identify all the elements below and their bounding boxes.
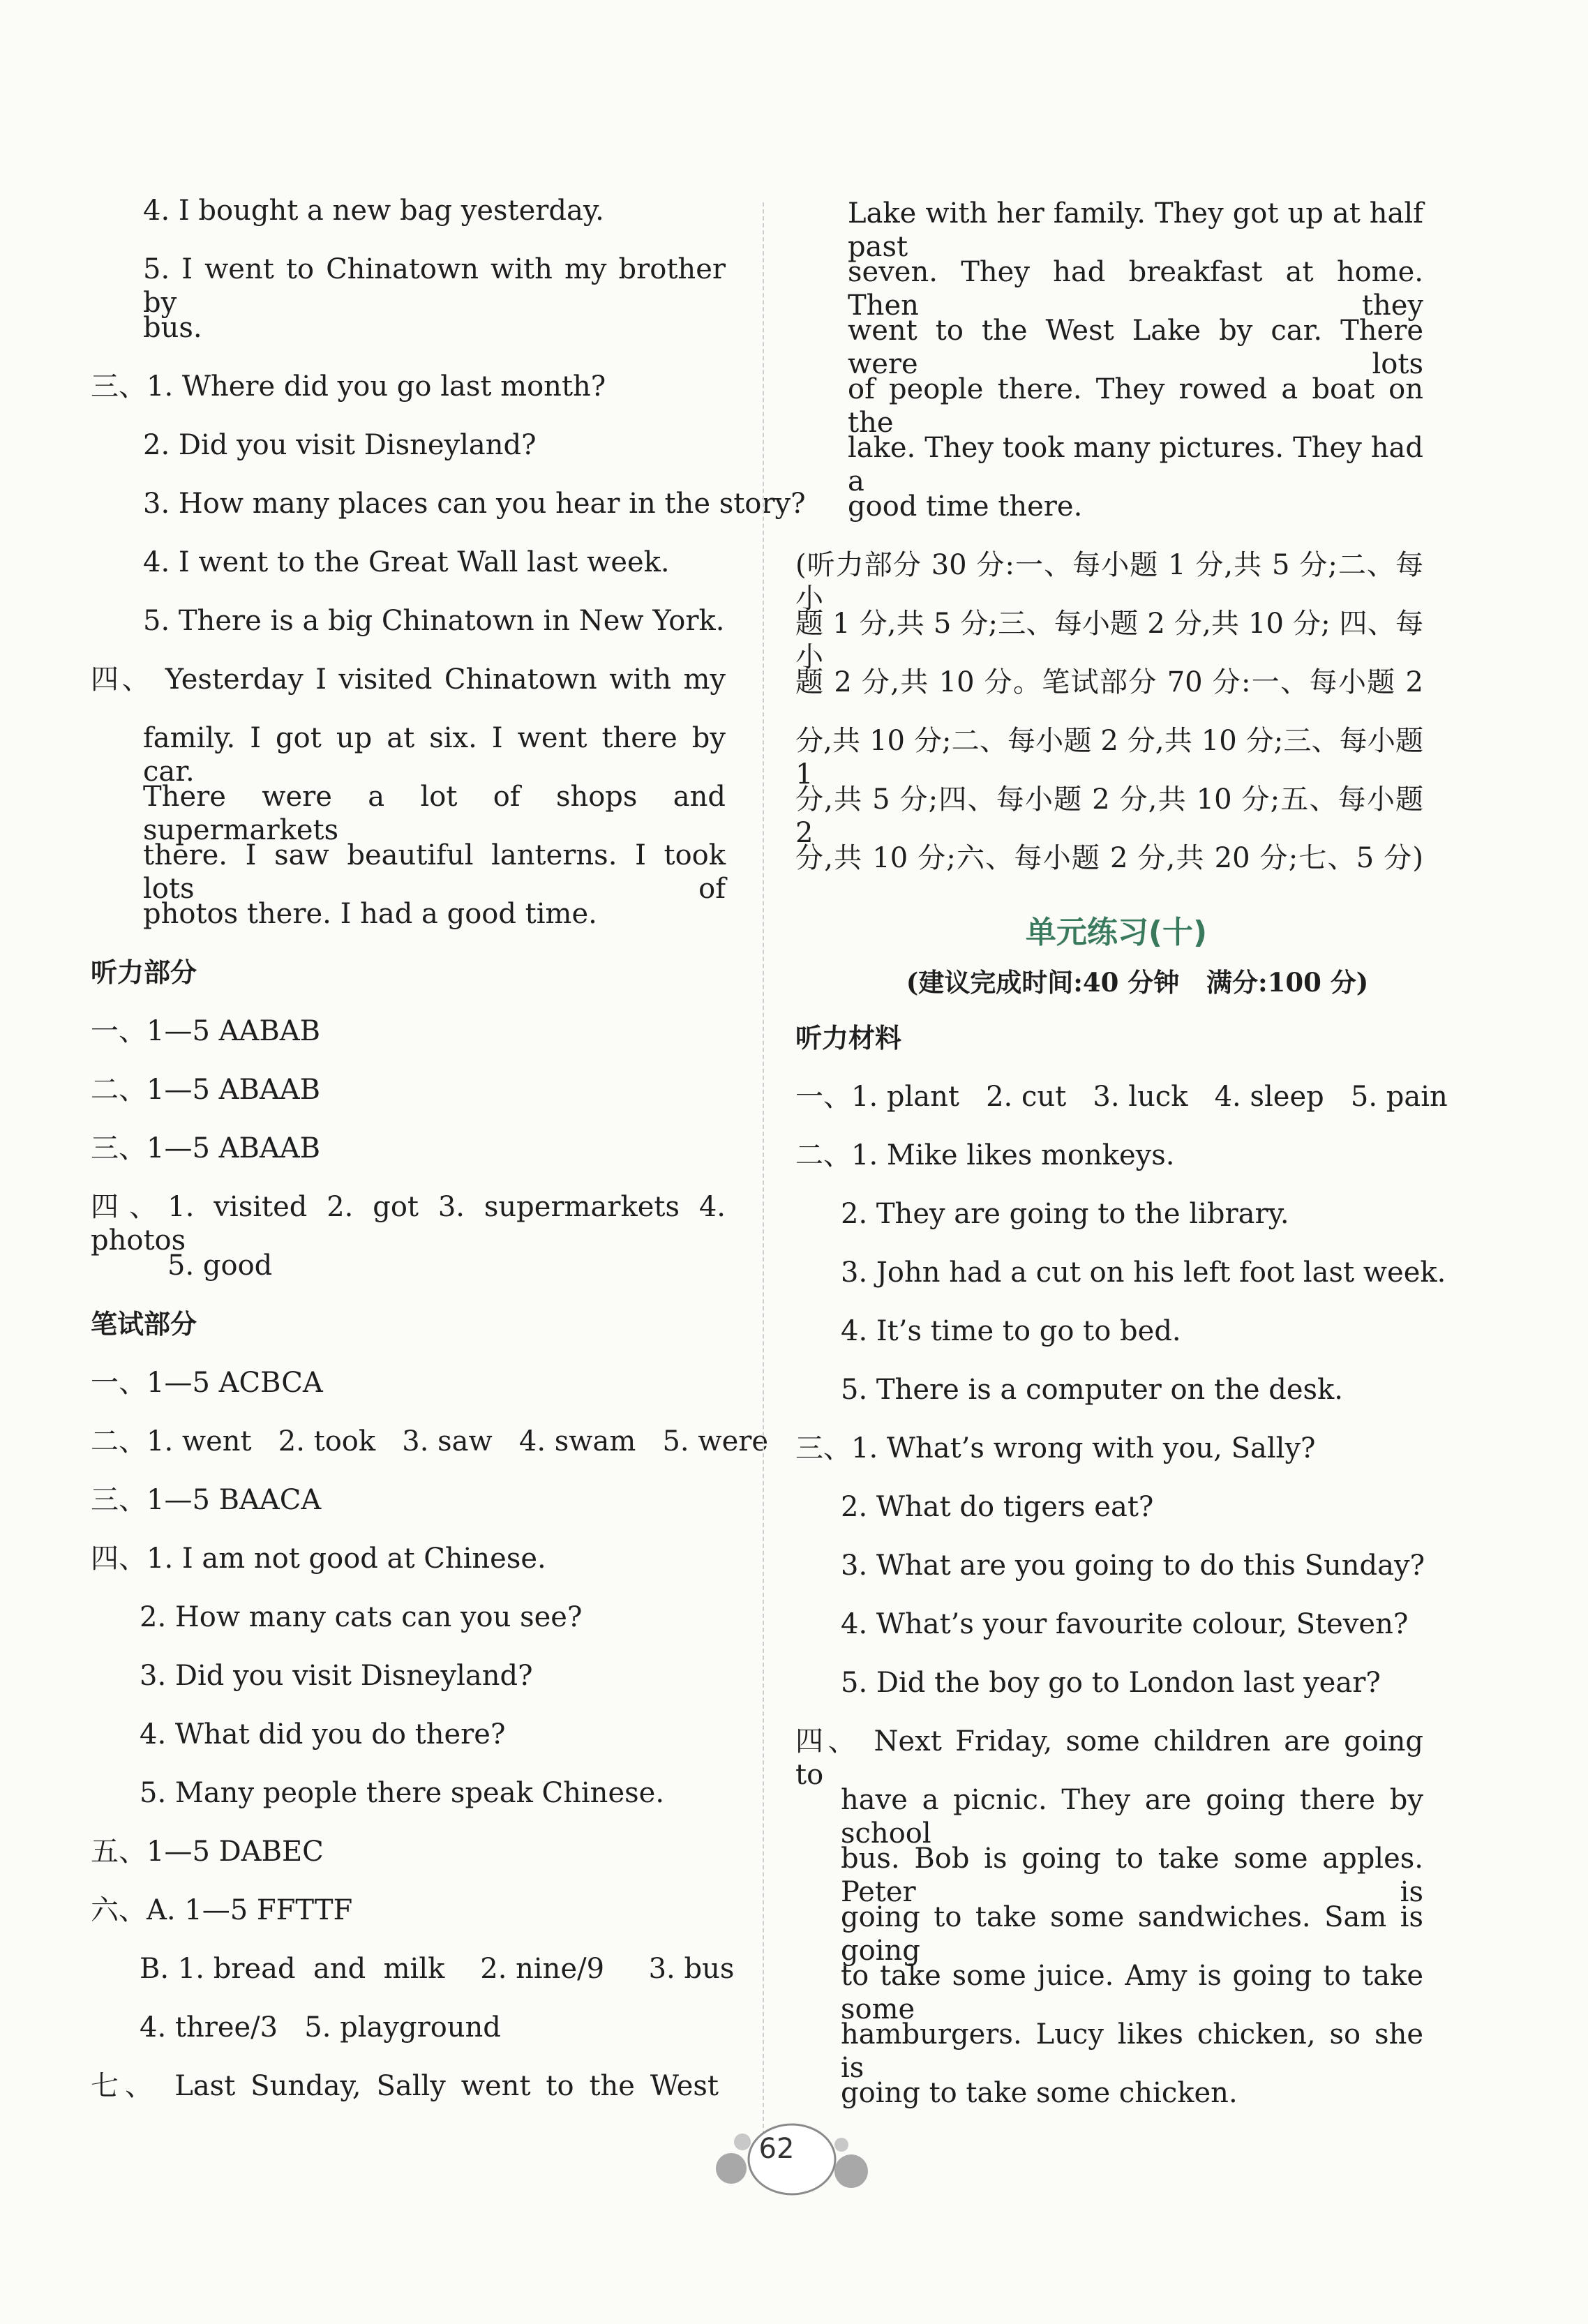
right-text-line: 5. Did the boy go to London last year? [841,1667,1381,1699]
left-text-line: 四、1. visited 2. got 3. supermarkets 4. photos [91,1191,726,1257]
right-text-line: (听力部分 30 分:一、每小题 1 分,共 5 分;二、每小 [795,549,1423,615]
right-section-heading: 听力材料 [795,1023,902,1054]
left-section-heading: 听力部分 [91,957,197,988]
left-text-line: 三、1—5 BAACA [91,1484,322,1516]
left-text-line: bus. [143,312,202,344]
right-text-line: have a picnic. They are going there by school [841,1784,1423,1850]
right-text-line: 4. What’s your favourite colour, Steven? [841,1608,1409,1640]
left-text-line: photos there. I had a good time. [143,898,597,930]
left-text-line: 4. I went to the Great Wall last week. [143,546,670,578]
left-text-line: B. 1. bread and milk 2. nine/9 3. bus [140,1953,735,1985]
left-section-heading: 笔试部分 [91,1309,197,1340]
right-text-line: of people there. They rowed a boat on the [848,373,1423,439]
left-text-line: 六、A. 1—5 FFTTF [91,1894,353,1926]
right-text-line: Lake with her family. They got up at half past [848,197,1423,263]
right-text-line: 分,共 10 分;二、每小题 2 分,共 10 分;三、每小题 1 [795,725,1423,790]
left-text-line: 4. three/3 5. playground [140,2011,501,2044]
page-number: 62 [758,2133,795,2165]
right-text-line: bus. Bob is going to take some apples. Peter is [841,1843,1423,1908]
left-text-line: 三、1. Where did you go last month? [91,370,606,403]
unit-title: 单元练习(十) [1025,915,1208,950]
right-text-line: 一、1. plant 2. cut 3. luck 4. sleep 5. pain [795,1081,1448,1113]
right-text-line: 5. There is a computer on the desk. [841,1374,1343,1406]
left-text-line: 一、1—5 ACBCA [91,1367,323,1399]
left-text-line: 五、1—5 DABEC [91,1836,324,1868]
right-text-line: lake. They took many pictures. They had a [848,432,1423,497]
right-text-line: to take some juice. Amy is going to take some [841,1960,1423,2025]
left-text-line: 2. How many cats can you see? [140,1601,583,1633]
left-text-line: 二、1—5 ABAAB [91,1074,321,1106]
right-text-line: seven. They had breakfast at home. Then they [848,256,1423,322]
left-text-line: 四、1. I am not good at Chinese. [91,1543,546,1575]
left-text-line: 2. Did you visit Disneyland? [143,429,537,461]
left-text-line: 一、1—5 AABAB [91,1015,321,1047]
unit-subtitle: (建议完成时间:40 分钟 满分:100 分) [906,967,1369,998]
left-text-line: 5. I went to Chinatown with my brother by [143,253,726,319]
right-text-line: 3. John had a cut on his left foot last week. [841,1257,1446,1289]
right-text-line: went to the West Lake by car. There were lots [848,315,1423,380]
left-text-line: 七、 Last Sunday, Sally went to the West [91,2070,719,2102]
left-text-line: there. I saw beautiful lanterns. I took lots of [143,839,726,905]
right-text-line: 3. What are you going to do this Sunday? [841,1550,1425,1582]
left-text-line: 5. good [167,1250,273,1282]
right-text-line: hamburgers. Lucy likes chicken, so she is [841,2018,1423,2084]
right-text-line: good time there. [848,490,1083,523]
right-text-line: 四、 Next Friday, some children are going to [795,1725,1423,1791]
column-divider [763,202,764,2142]
right-text-line: 题 1 分,共 5 分;三、每小题 2 分,共 10 分; 四、每小 [795,608,1423,673]
left-text-line: 3. How many places can you hear in the story? [143,488,806,520]
right-text-line: 2. They are going to the library. [841,1198,1289,1230]
left-text-line: 5. Many people there speak Chinese. [140,1777,665,1809]
right-text-line: 二、1. Mike likes monkeys. [795,1139,1175,1171]
left-text-line: family. I got up at six. I went there by car. [143,722,726,788]
left-text-line: There were a lot of shops and supermarkets [143,781,726,846]
right-text-line: 分,共 10 分;六、每小题 2 分,共 20 分;七、5 分) [795,842,1423,874]
left-text-line: 4. What did you do there? [140,1718,506,1751]
right-text-line: 分,共 5 分;四、每小题 2 分,共 10 分;五、每小题 2 [795,784,1423,849]
left-text-line: 4. I bought a new bag yesterday. [143,195,604,227]
right-text-line: going to take some chicken. [841,2077,1238,2109]
left-text-line: 5. There is a big Chinatown in New York. [143,605,725,637]
left-text-line: 3. Did you visit Disneyland? [140,1660,533,1692]
right-text-line: 2. What do tigers eat? [841,1491,1154,1523]
right-text-line: 4. It’s time to go to bed. [841,1315,1181,1347]
left-text-line: 三、1—5 ABAAB [91,1132,321,1164]
right-text-line: 题 2 分,共 10 分。笔试部分 70 分:一、每小题 2 [795,666,1423,698]
right-text-line: 三、1. What’s wrong with you, Sally? [795,1432,1316,1464]
left-text-line: 二、1. went 2. took 3. saw 4. swam 5. were [91,1425,769,1457]
left-text-line: 四、 Yesterday I visited Chinatown with my [91,664,726,696]
right-text-line: going to take some sandwiches. Sam is going [841,1901,1423,1967]
